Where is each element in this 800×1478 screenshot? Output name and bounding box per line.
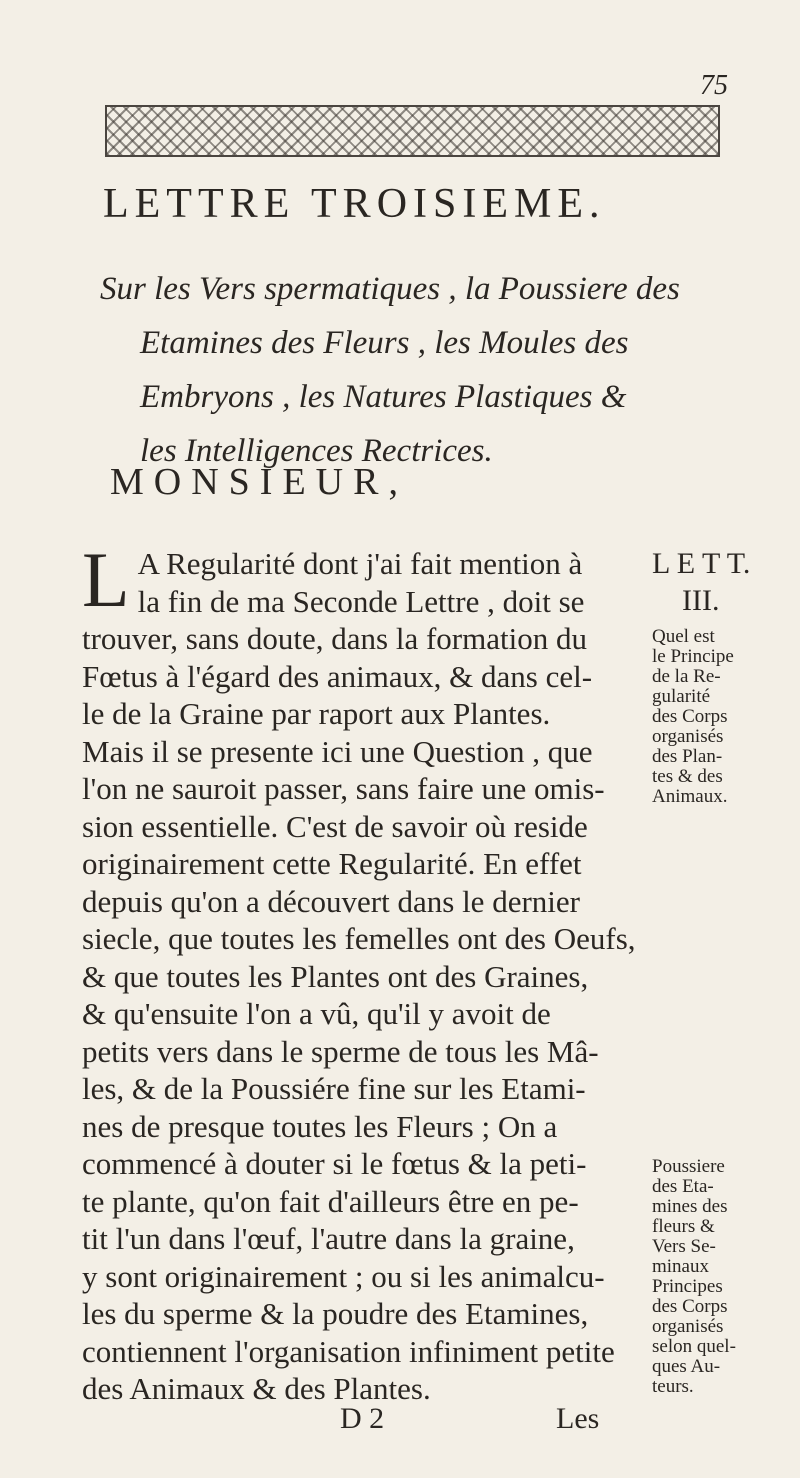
margin-line: Principes (652, 1276, 723, 1297)
body-line: contiennent l'organisation infiniment petite (82, 1333, 615, 1369)
margin-line: organisés (652, 726, 724, 747)
catchword: Les (556, 1402, 600, 1435)
margin-line: organisés (652, 1316, 724, 1337)
body-line: Fœtus à l'égard des animaux, & dans cel- (82, 658, 593, 694)
page-number: 75 (700, 70, 728, 101)
margin-line: teurs. (652, 1376, 694, 1397)
letter-subtitle (100, 262, 740, 478)
margin-line: mines des (652, 1196, 728, 1217)
margin-line: de la Re- (652, 666, 721, 687)
body-line: les, & de la Poussiére fine sur les Etami- (82, 1071, 586, 1106)
margin-note-pollen (652, 1157, 797, 1397)
margin-line: des Eta- (652, 1176, 714, 1197)
margin-line: Vers Se- (652, 1236, 716, 1257)
subtitle-line: Sur les Vers spermatiques , la Poussiere des (100, 271, 680, 307)
body-line: siecle, que toutes les femelles ont des Oeufs, (82, 921, 636, 956)
margin-line: selon quel- (652, 1336, 736, 1357)
body-line: petits vers dans le sperme de tous les Mâ- (82, 1033, 599, 1069)
salutation: MONSIEUR, (110, 461, 408, 503)
margin-line: le Principe (652, 646, 734, 667)
decorative-headpiece (105, 105, 720, 157)
margin-line: Quel est (652, 626, 715, 647)
body-line: la fin de ma Seconde Lettre , doit se (137, 583, 585, 619)
drop-cap: L (82, 536, 130, 623)
body-line: les du sperme & la poudre des Etamines, (82, 1296, 589, 1331)
body-line: trouver, sans doute, dans la formation du (82, 621, 587, 656)
body-line: & qu'ensuite l'on a vû, qu'il y avoit de (82, 996, 551, 1031)
margin-line: des Plan- (652, 746, 723, 767)
margin-letter-number (652, 545, 797, 619)
body-line: des Animaux & des Plantes. (82, 1371, 431, 1406)
body-line: A Regularité dont j'ai fait mention à (137, 546, 583, 581)
body-line: originairement cette Regularité. En effet (82, 846, 582, 881)
margin-note-principle (652, 627, 797, 807)
body-line: te plante, qu'on fait d'ailleurs être en pe- (82, 1183, 579, 1219)
margin-line: Animaux. (652, 786, 728, 807)
body-line: & que toutes les Plantes ont des Graines, (82, 958, 589, 994)
subtitle-line: Etamines des Fleurs , les Moules des (140, 325, 629, 361)
margin-line: III. (682, 584, 720, 617)
margin-line: des Corps (652, 1296, 728, 1317)
body-line: commencé à douter si le fœtus & la peti- (82, 1146, 587, 1181)
body-line: le de la Graine par raport aux Plantes. (82, 696, 551, 731)
margin-line: ques Au- (652, 1356, 721, 1377)
body-text (82, 536, 662, 1408)
margin-line: tes & des (652, 766, 723, 787)
body-line: y sont originairement ; ou si les animalcu- (82, 1258, 605, 1294)
letter-title: LETTRE TROISIEME. (103, 181, 606, 227)
margin-line: fleurs & (652, 1216, 715, 1237)
body-line: l'on ne sauroit passer, sans faire une omis- (82, 771, 605, 806)
subtitle-line: Embryons , les Natures Plastiques & (140, 379, 627, 415)
signature-mark: D 2 (340, 1402, 385, 1435)
margin-line: minaux (652, 1256, 709, 1277)
body-line: nes de presque toutes les Fleurs ; On a (82, 1108, 558, 1144)
margin-line: L E T T. (652, 547, 751, 580)
margin-line: gularité (652, 686, 711, 707)
subtitle-line: les Intelligences Rectrices. (140, 433, 493, 469)
margin-line: Poussiere (652, 1156, 725, 1177)
body-line: tit l'un dans l'œuf, l'autre dans la graine, (82, 1221, 575, 1256)
margin-line: des Corps (652, 706, 728, 727)
body-line: Mais il se presente ici une Question , que (82, 733, 593, 769)
body-line: depuis qu'on a découvert dans le dernier (82, 883, 580, 919)
body-line: sion essentielle. C'est de savoir où reside (82, 808, 588, 844)
